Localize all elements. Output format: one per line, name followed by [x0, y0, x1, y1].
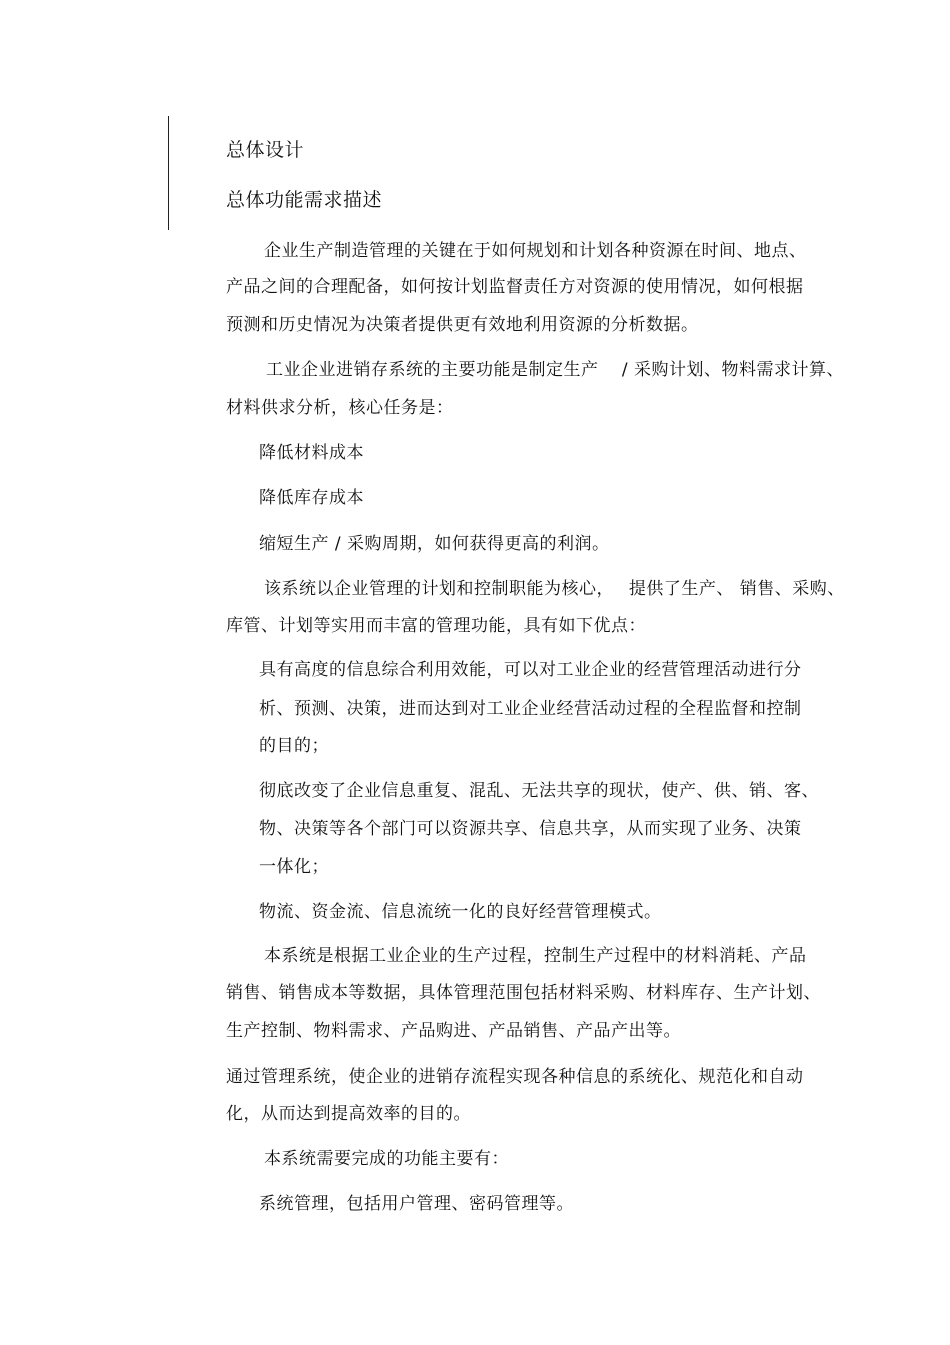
paragraph-line: 库管、计划等实用而丰富的管理功能，具有如下优点：: [226, 616, 646, 636]
paragraph-line: 企业生产制造管理的关键在于如何规划和计划各种资源在时间、地点、: [264, 241, 807, 261]
paragraph-line: 生产控制、物料需求、产品购进、产品销售、产品产出等。: [226, 1021, 681, 1041]
list-item: 缩短生产 / 采购周期，如何获得更高的利润。: [259, 534, 610, 554]
list-item-line: 具有高度的信息综合利用效能，可以对工业企业的经营管理活动进行分: [259, 660, 802, 680]
paragraph-line: 材料供求分析，核心任务是：: [226, 398, 454, 418]
list-item-line: 的目的；: [259, 736, 329, 756]
list-item: 降低库存成本: [259, 488, 364, 508]
list-item: 降低材料成本: [259, 443, 364, 463]
section-heading: 总体设计: [226, 139, 305, 161]
list-item-line: 一体化；: [259, 857, 329, 877]
paragraph-line: 通过管理系统，使企业的进销存流程实现各种信息的系统化、规范化和自动: [226, 1067, 804, 1087]
list-item: 系统管理，包括用户管理、密码管理等。: [259, 1194, 574, 1214]
margin-rule: [168, 116, 169, 230]
list-item-line: 析、预测、决策，进而达到对工业企业经营活动过程的全程监督和控制: [259, 699, 802, 719]
paragraph-line: 化，从而达到提高效率的目的。: [226, 1104, 471, 1124]
list-item-line: 彻底改变了企业信息重复、混乱、无法共享的现状，使产、供、销、客、: [259, 781, 819, 801]
paragraph-line: 该系统以企业管理的计划和控制职能为核心， 提供了生产、 销售、采购、: [264, 579, 845, 599]
paragraph-line: 销售、销售成本等数据，具体管理范围包括材料采购、材料库存、生产计划、: [226, 983, 821, 1003]
list-item-line: 物流、资金流、信息流统一化的良好经营管理模式。: [259, 902, 662, 922]
paragraph-line: 本系统是根据工业企业的生产过程，控制生产过程中的材料消耗、产品: [264, 946, 807, 966]
paragraph-line: 预测和历史情况为决策者提供更有效地利用资源的分析数据。: [226, 315, 699, 335]
paragraph-line: 工业企业进销存系统的主要功能是制定生产 / 采购计划、物料需求计算、: [266, 360, 845, 380]
list-item-line: 物、决策等各个部门可以资源共享、信息共享，从而实现了业务、决策: [259, 819, 802, 839]
subsection-heading: 总体功能需求描述: [226, 189, 383, 211]
paragraph-line: 产品之间的合理配备，如何按计划监督责任方对资源的使用情况，如何根据: [226, 277, 804, 297]
paragraph-line: 本系统需要完成的功能主要有：: [264, 1149, 509, 1169]
